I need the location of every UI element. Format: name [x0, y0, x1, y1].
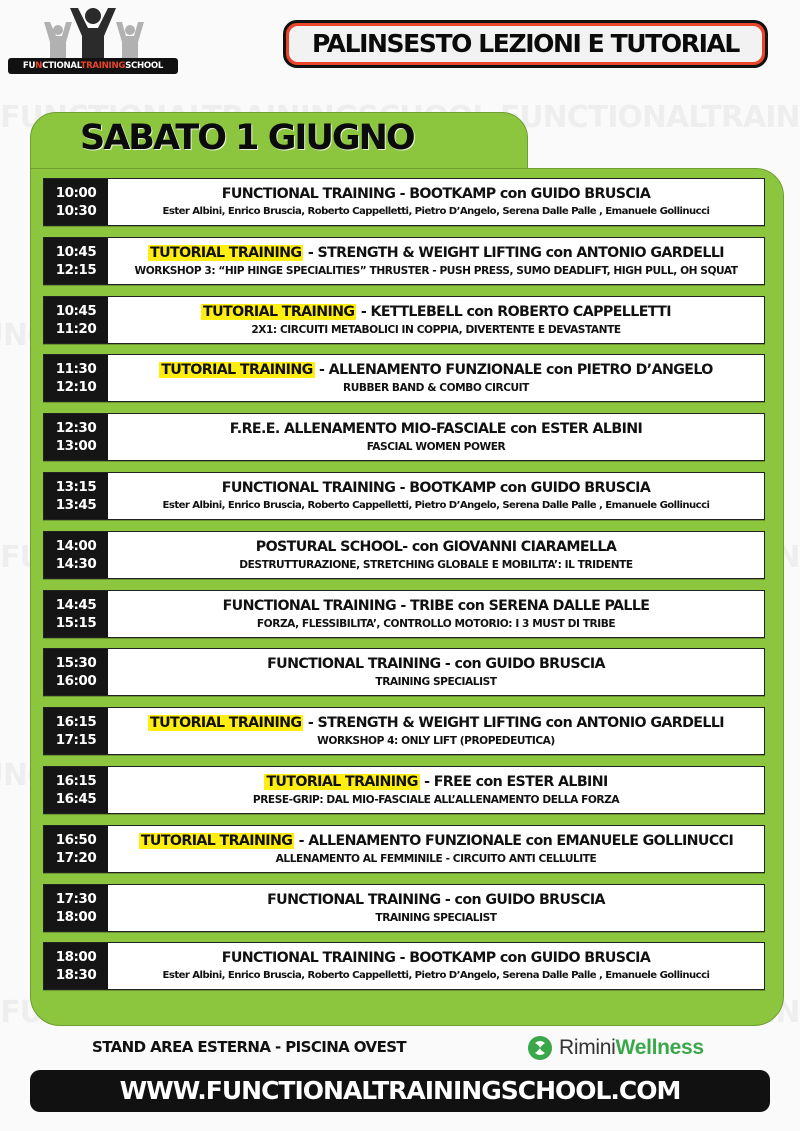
- session-row: [43, 825, 765, 873]
- start-time: 15:30: [55, 655, 97, 671]
- session-time: [44, 708, 108, 754]
- end-time: 10:30: [55, 203, 97, 219]
- session-row: [43, 648, 765, 696]
- session-title: [267, 891, 605, 910]
- session-title: [222, 185, 650, 204]
- end-time: 18:00: [55, 909, 97, 925]
- end-time: 13:45: [55, 497, 97, 513]
- tutorial-highlight: TUTORIAL TRAINING: [203, 303, 355, 320]
- session-time: [44, 943, 108, 989]
- end-time: 12:10: [55, 379, 97, 395]
- date-heading: SABATO 1 GIUGNO: [80, 118, 414, 158]
- session-details: [108, 179, 764, 225]
- page-title: PALINSESTO LEZIONI E TUTORIAL: [289, 26, 762, 62]
- session-row: [43, 296, 765, 344]
- start-time: 16:15: [55, 773, 97, 789]
- session-row: [43, 354, 765, 402]
- tutorial-highlight: TUTORIAL TRAINING: [150, 714, 302, 731]
- tutorial-highlight: TUTORIAL TRAINING: [266, 773, 418, 790]
- session-subtitle: DESTRUTTURAZIONE, STRETCHING GLOBALE E MOBILITA’: IL TRIDENTE: [239, 558, 633, 571]
- session-details: [108, 355, 764, 401]
- start-time: 10:00: [55, 185, 97, 201]
- start-time: 14:00: [55, 538, 97, 554]
- session-title-text: - ALLENAMENTO FUNZIONALE con EMANUELE GOLLINUCCI: [294, 832, 734, 849]
- session-row: [43, 707, 765, 755]
- tutorial-highlight: TUTORIAL TRAINING: [161, 361, 313, 378]
- session-title: [267, 655, 605, 674]
- session-subtitle: RUBBER BAND & COMBO CIRCUIT: [343, 381, 529, 394]
- start-time: 10:45: [55, 303, 97, 319]
- session-title: [201, 303, 671, 322]
- start-time: 14:45: [55, 597, 97, 613]
- session-row: [43, 531, 765, 579]
- session-title: [223, 597, 650, 616]
- session-details: [108, 708, 764, 754]
- session-subtitle: FORZA, FLESSIBILITA’, CONTROLLO MOTORIO: I 3 MUST DI TRIBE: [256, 617, 616, 630]
- session-time: [44, 355, 108, 401]
- end-time: 14:30: [55, 556, 97, 572]
- session-title-text: F.RE.E. ALLENAMENTO MIO-FASCIALE con ESTER ALBINI: [229, 420, 643, 437]
- start-time: 13:15: [55, 479, 97, 495]
- session-details: [108, 414, 764, 460]
- session-time: [44, 767, 108, 813]
- end-time: 15:15: [55, 615, 97, 631]
- session-time: [44, 591, 108, 637]
- session-title-text: FUNCTIONAL TRAINING - con GUIDO BRUSCIA: [267, 655, 605, 672]
- logo-wordmark: FUNCTIONALTRAININGSCHOOL: [8, 58, 178, 74]
- session-details: [108, 297, 764, 343]
- session-details: [108, 238, 764, 284]
- session-subtitle: TRAINING SPECIALIST: [375, 911, 497, 924]
- start-time: 17:30: [55, 891, 97, 907]
- session-details: [108, 532, 764, 578]
- start-time: 16:50: [55, 832, 97, 848]
- session-subtitle: Ester Albini, Enrico Bruscia, Roberto Cappelletti, Pietro D’Angelo, Serena Dalle Palle , Emanuele Gollinucci: [162, 969, 710, 981]
- session-title: [230, 420, 642, 439]
- partner-name: RiminiWellness: [559, 1036, 704, 1059]
- session-time: [44, 238, 108, 284]
- session-row: [43, 884, 765, 932]
- start-time: 11:30: [55, 361, 97, 377]
- session-time: [44, 826, 108, 872]
- session-row: [43, 237, 765, 285]
- start-time: 16:15: [55, 714, 97, 730]
- session-title-text: FUNCTIONAL TRAINING - con GUIDO BRUSCIA: [267, 891, 605, 908]
- session-details: [108, 767, 764, 813]
- session-time: [44, 532, 108, 578]
- end-time: 13:00: [55, 438, 97, 454]
- session-subtitle: WORKSHOP 3: “HIP HINGE SPECIALITIES” THRUSTER - PUSH PRESS, SUMO DEADLIFT, HIGH PULL, OH SQUAT: [134, 264, 738, 277]
- session-title: [222, 949, 650, 968]
- partner-logo: [527, 1033, 704, 1063]
- session-title: [139, 832, 733, 851]
- session-title-text: - STRENGTH & WEIGHT LIFTING con ANTONIO GARDELLI: [303, 714, 724, 731]
- location-label: STAND AREA ESTERNA - PISCINA OVEST: [92, 1038, 407, 1056]
- session-title-text: FUNCTIONAL TRAINING - TRIBE con SERENA DALLE PALLE: [222, 597, 650, 614]
- school-logo: [8, 6, 178, 74]
- session-details: [108, 943, 764, 989]
- session-title: [222, 479, 650, 498]
- tutorial-highlight: TUTORIAL TRAINING: [140, 832, 293, 849]
- end-time: 11:20: [55, 321, 97, 337]
- end-time: 17:15: [55, 732, 97, 748]
- session-subtitle: WORKSHOP 4: ONLY LIFT (PROPEDEUTICA): [317, 734, 555, 747]
- session-title-text: POSTURAL SCHOOL- con GIOVANNI CIARAMELLA: [255, 538, 617, 555]
- schedule-title-banner: [283, 20, 768, 68]
- session-subtitle: 2X1: CIRCUITI METABOLICI IN COPPIA, DIVERTENTE E DEVASTANTE: [251, 323, 621, 336]
- session-row: [43, 942, 765, 990]
- session-time: [44, 297, 108, 343]
- session-time: [44, 885, 108, 931]
- session-details: [108, 473, 764, 519]
- session-subtitle: Ester Albini, Enrico Bruscia, Roberto Cappelletti, Pietro D’Angelo, Serena Dalle Palle , Emanuele Gollinucci: [162, 499, 710, 511]
- session-title: [148, 244, 724, 263]
- session-row: [43, 178, 765, 226]
- rimini-wellness-logo-icon: [527, 1035, 553, 1061]
- tutorial-highlight: TUTORIAL TRAINING: [150, 244, 302, 261]
- session-subtitle: TRAINING SPECIALIST: [375, 675, 497, 688]
- session-title-text: FUNCTIONAL TRAINING - BOOTKAMP con GUIDO BRUSCIA: [221, 949, 651, 966]
- end-time: 16:45: [55, 791, 97, 807]
- session-details: [108, 591, 764, 637]
- session-subtitle: FASCIAL WOMEN POWER: [366, 440, 506, 453]
- website-banner[interactable]: WWW.FUNCTIONALTRAININGSCHOOL.COM: [30, 1070, 770, 1112]
- session-row: [43, 413, 765, 461]
- end-time: 18:30: [55, 967, 97, 983]
- session-subtitle: PRESE-GRIP: DAL MIO-FASCIALE ALL’ALLENAMENTO DELLA FORZA: [252, 793, 620, 806]
- end-time: 17:20: [55, 850, 97, 866]
- session-time: [44, 179, 108, 225]
- start-time: 10:45: [55, 244, 97, 260]
- session-title: [256, 538, 616, 557]
- session-title: [148, 714, 724, 733]
- session-title: [264, 773, 607, 792]
- end-time: 12:15: [55, 262, 97, 278]
- session-time: [44, 473, 108, 519]
- session-row: [43, 590, 765, 638]
- end-time: 16:00: [55, 673, 97, 689]
- session-title-text: - FREE con ESTER ALBINI: [419, 773, 608, 790]
- session-time: [44, 649, 108, 695]
- start-time: 12:30: [55, 420, 97, 436]
- session-title: [159, 361, 713, 380]
- session-details: [108, 885, 764, 931]
- session-title-text: - STRENGTH & WEIGHT LIFTING con ANTONIO GARDELLI: [303, 244, 724, 261]
- session-details: [108, 826, 764, 872]
- session-title-text: - KETTLEBELL con ROBERTO CAPPELLETTI: [356, 303, 671, 320]
- athlete-silhouette-icon: [8, 6, 178, 62]
- session-subtitle: Ester Albini, Enrico Bruscia, Roberto Cappelletti, Pietro D’Angelo, Serena Dalle Palle , Emanuele Gollinucci: [162, 205, 710, 217]
- start-time: 18:00: [55, 949, 97, 965]
- session-row: [43, 766, 765, 814]
- session-title-text: FUNCTIONAL TRAINING - BOOTKAMP con GUIDO BRUSCIA: [221, 479, 651, 496]
- session-title-text: FUNCTIONAL TRAINING - BOOTKAMP con GUIDO BRUSCIA: [221, 185, 651, 202]
- session-time: [44, 414, 108, 460]
- session-subtitle: ALLENAMENTO AL FEMMINILE - CIRCUITO ANTI CELLULITE: [275, 852, 597, 865]
- session-row: [43, 472, 765, 520]
- session-title-text: - ALLENAMENTO FUNZIONALE con PIETRO D’ANGELO: [314, 361, 713, 378]
- session-details: [108, 649, 764, 695]
